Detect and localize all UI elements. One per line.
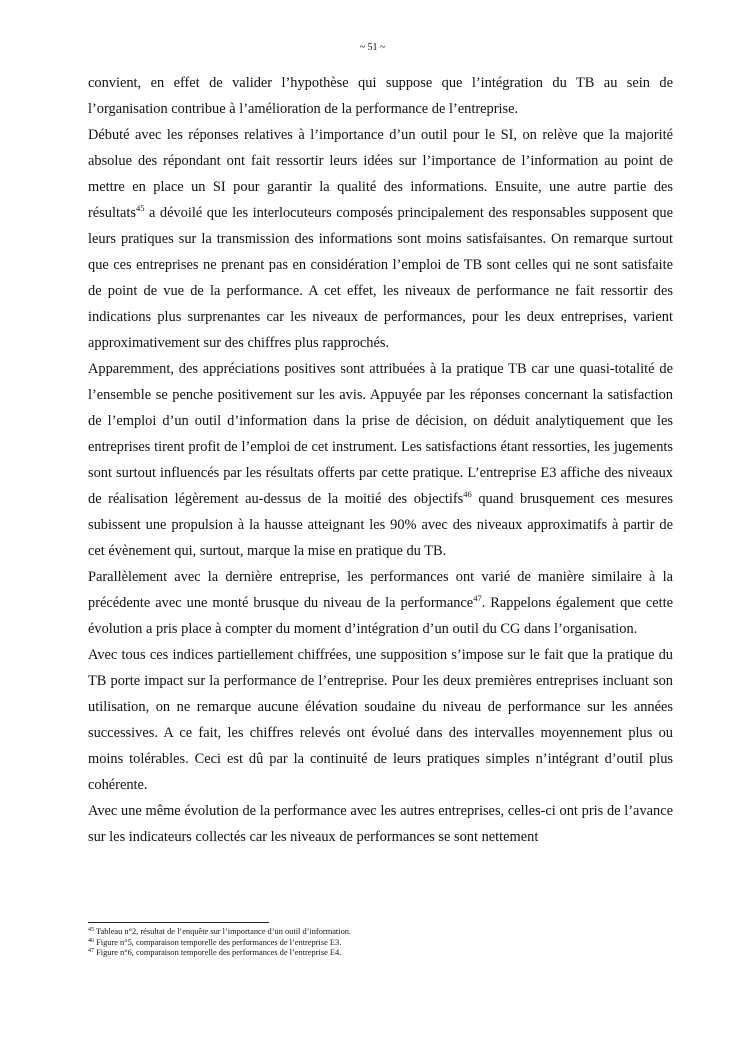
paragraph-text: convient, en effet de valider l’hypothèse qui suppose que l’intégration du TB au sein de l’organisation contribue à l’amélioration de la performance de l’entreprise. bbox=[88, 75, 673, 117]
footnotes bbox=[88, 927, 673, 959]
footnote-ref[interactable]: 47 bbox=[473, 593, 482, 603]
footnote bbox=[88, 948, 673, 959]
page-number: ~ 51 ~ bbox=[359, 42, 386, 53]
paragraph-text: . Rappelons également que cette évolution a pris place à compter du moment d’intégration d’un outil du CG dans l’organisation. bbox=[88, 595, 674, 637]
footnote-ref[interactable]: 45 bbox=[135, 203, 145, 213]
body-text bbox=[88, 70, 673, 850]
paragraph bbox=[88, 70, 673, 122]
paragraph bbox=[88, 798, 673, 850]
paragraph bbox=[88, 122, 673, 356]
paragraph bbox=[88, 356, 673, 564]
footnote bbox=[88, 927, 673, 938]
footnote bbox=[88, 938, 673, 949]
paragraph-text: Apparemment, des appréciations positives sont attribuées à la pratique TB car une quasi-totalité de l’ensemble se penche positivement sur les avis. Appuyée par les réponses concernant la satisfaction de l’emploi d’un outil d’information dans la prise de décision, on déduit analytiquement que les entreprises tirent profit de l’emploi de cet instrument. Les satisfactions étant ressorties, les jugements sont surtout influencés par les résultats offerts par cette pratique. L’entreprise E3 affiche des niveaux de réalisation légèrement au-dessus de la moitié des objectifs bbox=[88, 361, 673, 507]
footnote-number: 46 bbox=[88, 937, 94, 944]
footnote-text: Figure n°6, comparaison temporelle des performances de l’entreprise E4. bbox=[96, 948, 342, 958]
paragraph bbox=[88, 642, 673, 798]
paragraph bbox=[88, 564, 673, 642]
footnote-number: 47 bbox=[88, 948, 94, 955]
footnote-ref[interactable]: 46 bbox=[463, 489, 472, 499]
paragraph-text: Avec tous ces indices partiellement chiffrées, une supposition s’impose sur le fait que la pratique du TB porte impact sur la performance de l’entreprise. Pour les deux premières entreprises incluant son utilisation, on ne remarque aucune élévation soudaine du niveau de performance sur les années successives. A ce fait, les chiffres relevés ont évolué dans des intervalles moyennement plus ou moins tolérables. Ceci est dû par la continuité de leurs pratiques simples n’intégrant d’outil plus cohérente. bbox=[88, 647, 673, 793]
paragraph-text: Parallèlement avec la dernière entreprise, les performances ont varié de manière similaire à la précédente avec une monté brusque du niveau de la performance bbox=[88, 569, 673, 611]
footnote-divider bbox=[88, 922, 269, 923]
paragraph-text: Avec une même évolution de la performance avec les autres entreprises, celles-ci ont pris de l’avance sur les indicateurs collectés car les niveaux de performances se sont nettement bbox=[88, 803, 673, 845]
footnote-text: Tableau n°2, résultat de l’enquête sur l’importance d’un outil d’information. bbox=[95, 927, 352, 936]
paragraph-text: quand brusquement ces mesures subissent une propulsion à la hausse atteignant les 90% avec des niveaux approximatifs à partir de cet évènement qui, surtout, marque la mise en pratique du TB. bbox=[88, 491, 673, 559]
footnote-text: Figure n°5, comparaison temporelle des performances de l’entreprise E3. bbox=[96, 937, 342, 947]
paragraph-text: Débuté avec les réponses relatives à l’importance d’un outil pour le SI, on relève que la majorité absolue des répondant ont fait ressortir leurs idées sur l’importance de l’information au point de mettre en place un SI pour garantir la qualité des informations. Ensuite, une autre partie des résultats bbox=[88, 127, 673, 221]
footnote-number: 45 bbox=[88, 927, 94, 933]
paragraph-text: a dévoilé que les interlocuteurs composés principalement des responsables supposent que leurs pratiques sur la transmission des informations sont moins satisfaisantes. On remarque surtout que ces entreprises ne prenant pas en considération l’emploi de TB sont celles qui ne sont satisfaite de point de vue de la performance. A cet effet, les niveaux de performance ne fait ressortir des indications plus surprenantes car les niveaux de performances, pour les deux entreprises, varient approximativement sur des chiffres plus rapprochés. bbox=[88, 205, 673, 351]
